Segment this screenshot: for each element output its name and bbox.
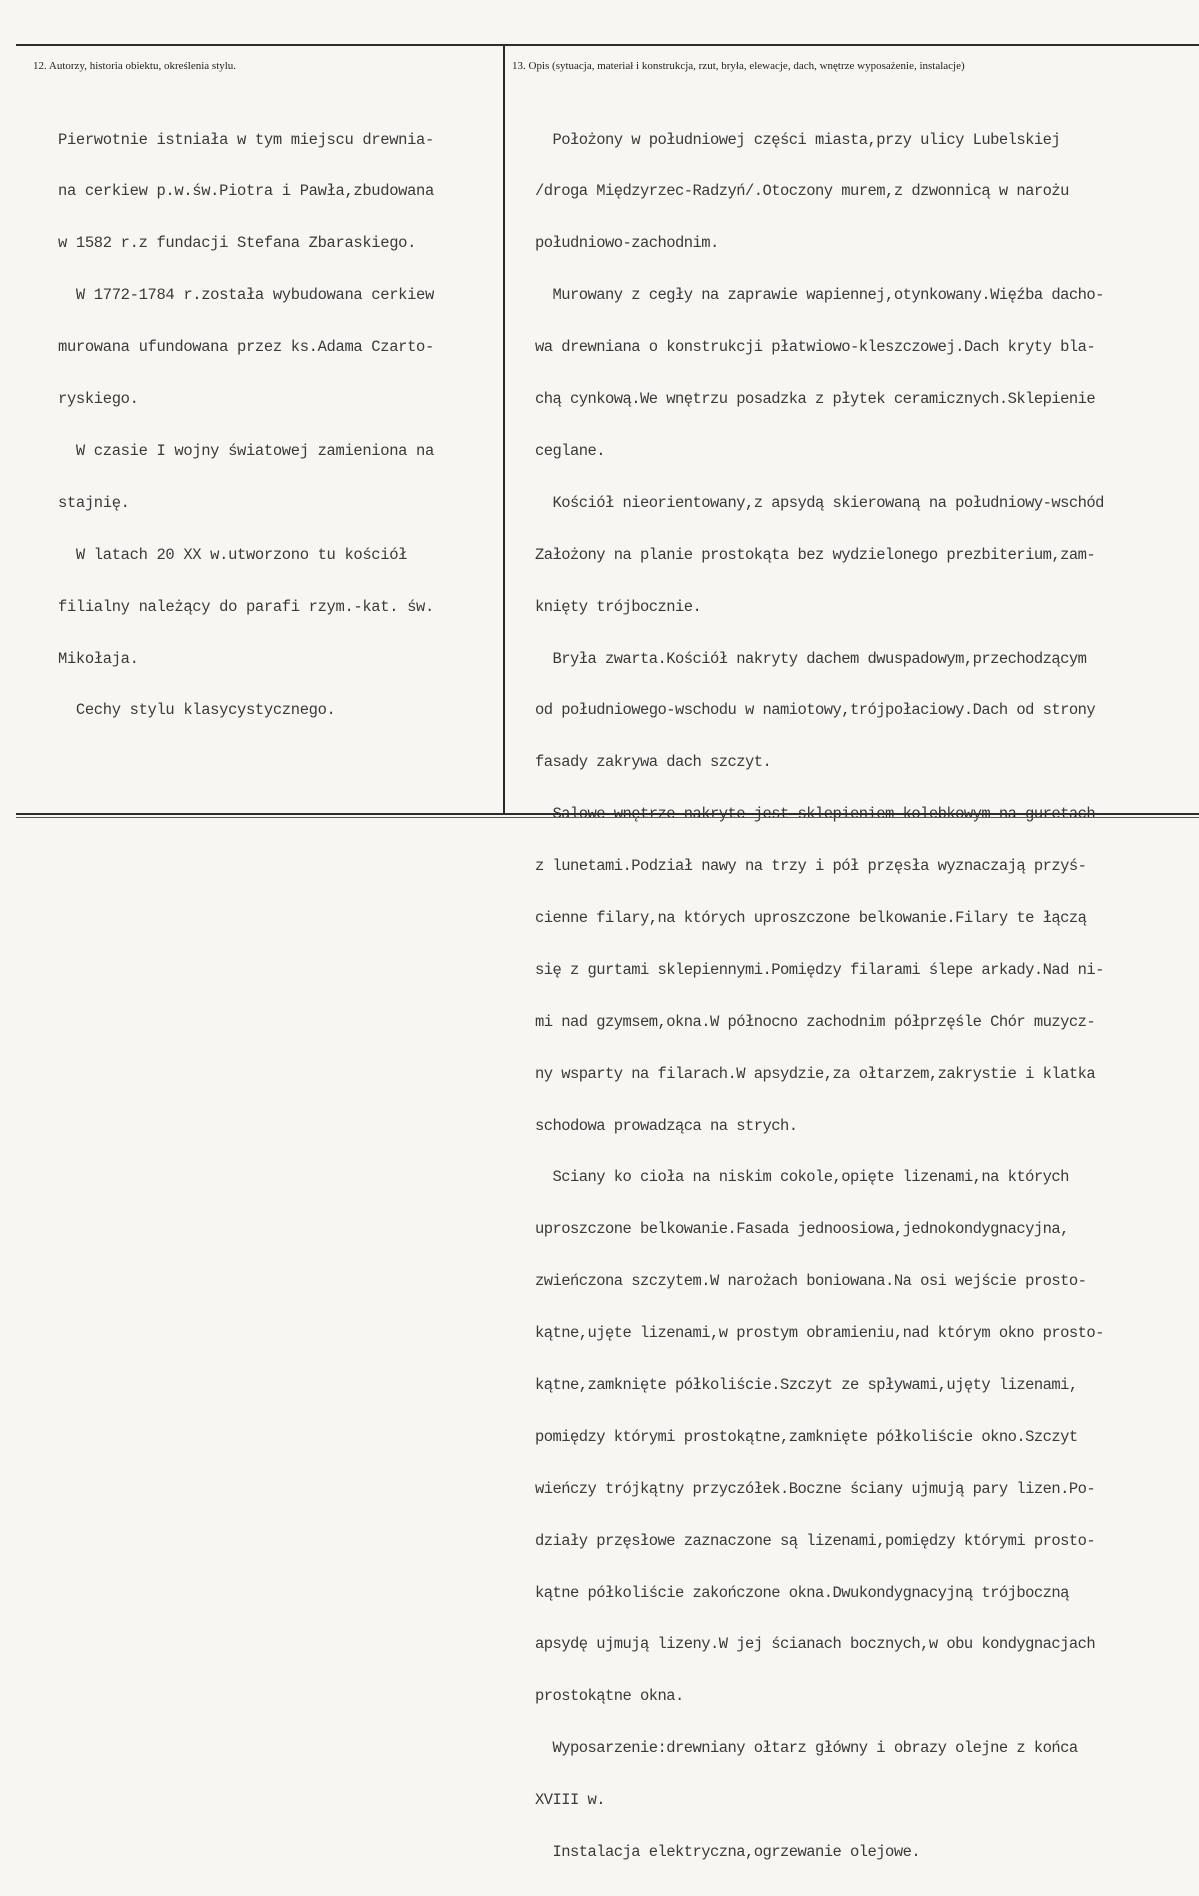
text-line: w 1582 r.z fundacji Stefana Zbaraskiego. bbox=[58, 234, 417, 253]
text-line: /droga Międzyrzec-Radzyń/.Otoczony murem,z dzwonnicą w narożu bbox=[535, 182, 1069, 201]
text-line: ny wsparty na filarach.W apsydzie,za ołtarzem,zakrystie i klatka bbox=[535, 1064, 1096, 1083]
text-line: ryskiego. bbox=[58, 390, 139, 409]
text-line: pomiędzy którymi prostokątne,zamknięte półkoliście okno.Szczyt bbox=[535, 1427, 1078, 1446]
text-line: Pierwotnie istniała w tym miejscu drewnia- bbox=[58, 130, 434, 149]
text-line: Położony w południowej części miasta,przy ulicy Lubelskiej bbox=[535, 130, 1061, 149]
text-line: zwieńczona szczytem.W narożach boniowana.Na osi wejście prosto- bbox=[535, 1272, 1087, 1291]
text-line: stajnię. bbox=[58, 493, 130, 512]
text-line: się z gurtami sklepiennymi.Pomiędzy filarami ślepe arkady.Nad ni- bbox=[535, 960, 1104, 979]
text-line: murowana ufundowana przez ks.Adama Czarto- bbox=[58, 338, 434, 357]
text-line: od południowego-wschodu w namiotowy,trójpołaciowy.Dach od strony bbox=[535, 701, 1096, 720]
bottom-rule-thin bbox=[16, 817, 1199, 818]
text-line: z lunetami.Podział nawy na trzy i pół przęsła wyznaczają przyś- bbox=[535, 857, 1087, 876]
text-line: XVIII w. bbox=[535, 1791, 606, 1810]
text-line: Bryła zwarta.Kościół nakryty dachem dwuspadowym,przechodzącym bbox=[535, 649, 1087, 668]
text-line: chą cynkową.We wnętrzu posadzka z płytek ceramicznych.Sklepienie bbox=[535, 390, 1096, 409]
text-line: Mikołaja. bbox=[58, 649, 139, 668]
text-line: apsydę ujmują lizeny.W jej ścianach bocznych,w obu kondygnacjach bbox=[535, 1635, 1096, 1654]
text-line: W 1772-1784 r.została wybudowana cerkiew bbox=[58, 286, 434, 305]
section-12-header: 12. Autorzy, historia obiektu, określenia stylu. bbox=[33, 60, 237, 72]
text-line: uproszczone belkowanie.Fasada jednoosiowa,jednokondygnacyjna, bbox=[535, 1220, 1069, 1239]
section-13-header: 13. Opis (sytuacja, materiał i konstrukcja, rzut, bryła, elewacje, dach, wnętrze wyposażenie, instalacje) bbox=[512, 60, 965, 72]
text-line: działy przęsłowe zaznaczone są lizenami,pomiędzy którymi prosto- bbox=[535, 1531, 1096, 1550]
text-line: południowo-zachodnim. bbox=[535, 234, 719, 253]
bottom-rule bbox=[16, 813, 1199, 815]
text-line: wa drewniana o konstrukcji płatwiowo-kleszczowej.Dach kryty bla- bbox=[535, 338, 1096, 357]
text-line: fasady zakrywa dach szczyt. bbox=[535, 753, 772, 772]
top-rule bbox=[16, 44, 1199, 46]
text-line: W czasie I wojny światowej zamieniona na bbox=[58, 441, 434, 460]
text-line: Cechy stylu klasycystycznego. bbox=[58, 701, 336, 720]
text-line: Sciany ko cioła na niskim cokole,opięte lizenami,na których bbox=[535, 1168, 1069, 1187]
text-line: Kościół nieorientowany,z apsydą skierowaną na południowy-wschód bbox=[535, 493, 1104, 512]
text-line: prostokątne okna. bbox=[535, 1687, 684, 1706]
text-line: ceglane. bbox=[535, 441, 606, 460]
text-line: Murowany z cegły na zaprawie wapiennej,otynkowany.Więźba dacho- bbox=[535, 286, 1104, 305]
text-line: kątne półkoliście zakończone okna.Dwukondygnacyjną trójboczną bbox=[535, 1583, 1069, 1602]
text-line: mi nad gzymsem,okna.W północno zachodnim półprzęśle Chór muzycz- bbox=[535, 1012, 1096, 1031]
text-line: W latach 20 XX w.utworzono tu kościół bbox=[58, 545, 408, 564]
text-line: wieńczy trójkątny przyczółek.Boczne ściany ujmują pary lizen.Po- bbox=[535, 1479, 1096, 1498]
text-line: cienne filary,na których uproszczone belkowanie.Filary te łączą bbox=[535, 908, 1087, 927]
text-line: na cerkiew p.w.św.Piotra i Pawła,zbudowana bbox=[58, 182, 434, 201]
text-line: Założony na planie prostokąta bez wydzielonego prezbiterium,zam- bbox=[535, 545, 1096, 564]
text-line: Instalacja elektryczna,ogrzewanie olejowe. bbox=[535, 1842, 921, 1861]
text-line: schodowa prowadząca na strych. bbox=[535, 1116, 798, 1135]
column-divider bbox=[503, 44, 505, 815]
text-line: kątne,ujęte lizenami,w prostym obramieniu,nad którym okno prosto- bbox=[535, 1324, 1104, 1343]
description-text bbox=[535, 97, 1199, 1896]
text-line: filialny należący do parafi rzym.-kat. św. bbox=[58, 597, 434, 616]
history-text bbox=[58, 97, 503, 754]
text-line: kątne,zamknięte półkoliście.Szczyt ze spływami,ujęty lizenami, bbox=[535, 1375, 1078, 1394]
text-line: Wyposarzenie:drewniany ołtarz główny i obrazy olejne z końca bbox=[535, 1739, 1078, 1758]
text-line: knięty trójbocznie. bbox=[535, 597, 702, 616]
